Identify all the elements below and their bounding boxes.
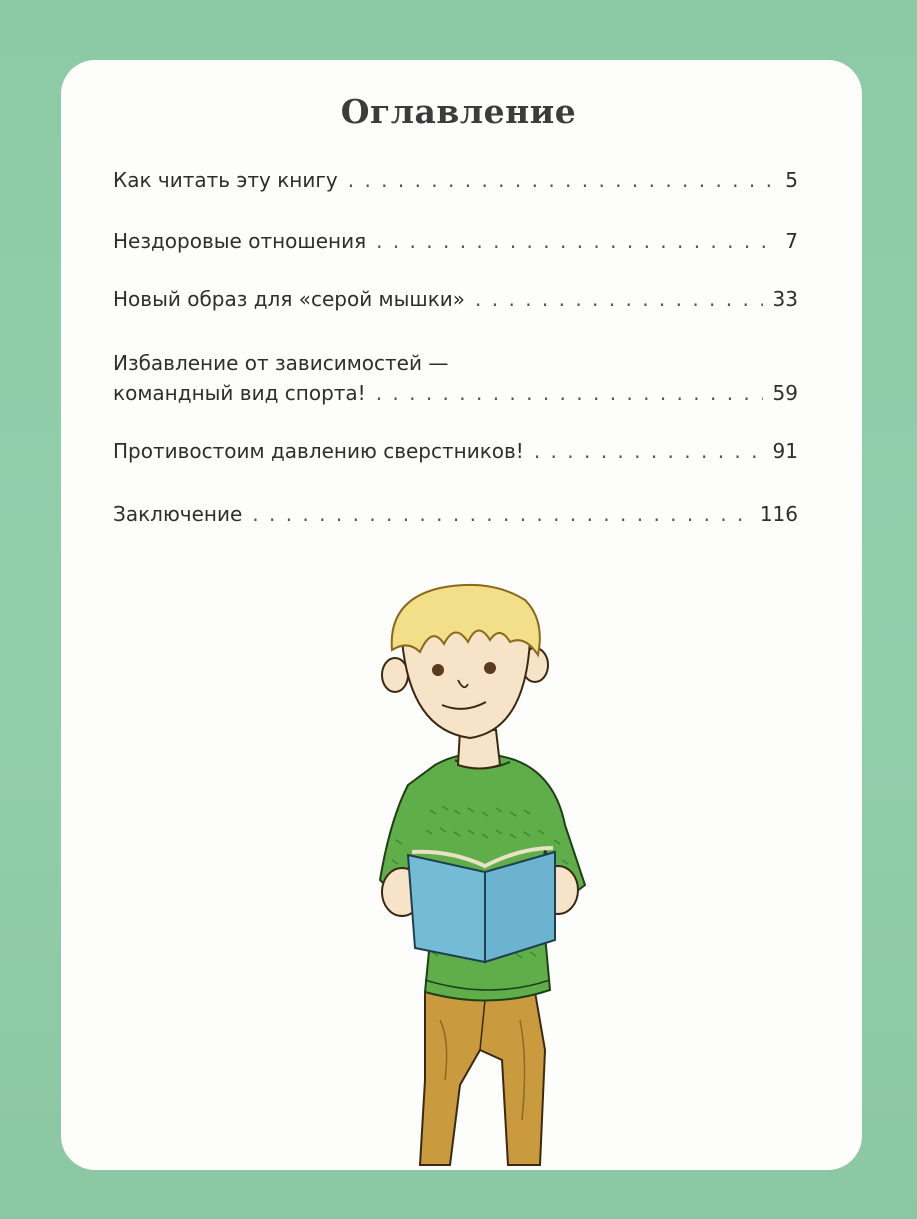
toc-entry-title: Заключение bbox=[113, 502, 243, 526]
dot-leader bbox=[348, 165, 776, 195]
toc-entry[interactable] bbox=[113, 348, 798, 408]
pants bbox=[420, 992, 545, 1165]
book-icon bbox=[408, 848, 555, 962]
dot-leader bbox=[475, 284, 763, 314]
toc-entry-page: 59 bbox=[772, 381, 798, 405]
toc-entry-title: Противостоим давлению сверстников! bbox=[113, 439, 524, 463]
toc-entry[interactable] bbox=[113, 284, 798, 314]
toc-entry[interactable] bbox=[113, 436, 798, 466]
toc-entry[interactable] bbox=[113, 165, 798, 195]
dot-leader bbox=[534, 436, 763, 466]
toc-entry-page: 116 bbox=[759, 502, 798, 526]
toc-entry-page: 5 bbox=[785, 168, 798, 192]
toc-entry-title: Нездоровые отношения bbox=[113, 229, 367, 253]
dot-leader bbox=[376, 378, 763, 408]
dot-leader bbox=[252, 499, 750, 529]
toc-entry-page: 33 bbox=[772, 287, 798, 311]
boy-reading-illustration bbox=[340, 580, 600, 1170]
toc-title: Оглавление bbox=[340, 92, 577, 131]
toc-entry-title-continued: командный вид спорта! bbox=[113, 381, 366, 405]
toc-entry[interactable] bbox=[113, 226, 798, 256]
toc-entry-page: 91 bbox=[772, 439, 798, 463]
toc-entry-title: Новый образ для «серой мышки» bbox=[113, 287, 466, 311]
dot-leader bbox=[376, 226, 775, 256]
toc-entry-title: Как читать эту книгу bbox=[113, 168, 338, 192]
toc-entry[interactable] bbox=[113, 499, 798, 529]
toc-entry-title: Избавление от зависимостей — bbox=[113, 351, 449, 375]
toc-entry-page: 7 bbox=[785, 229, 798, 253]
